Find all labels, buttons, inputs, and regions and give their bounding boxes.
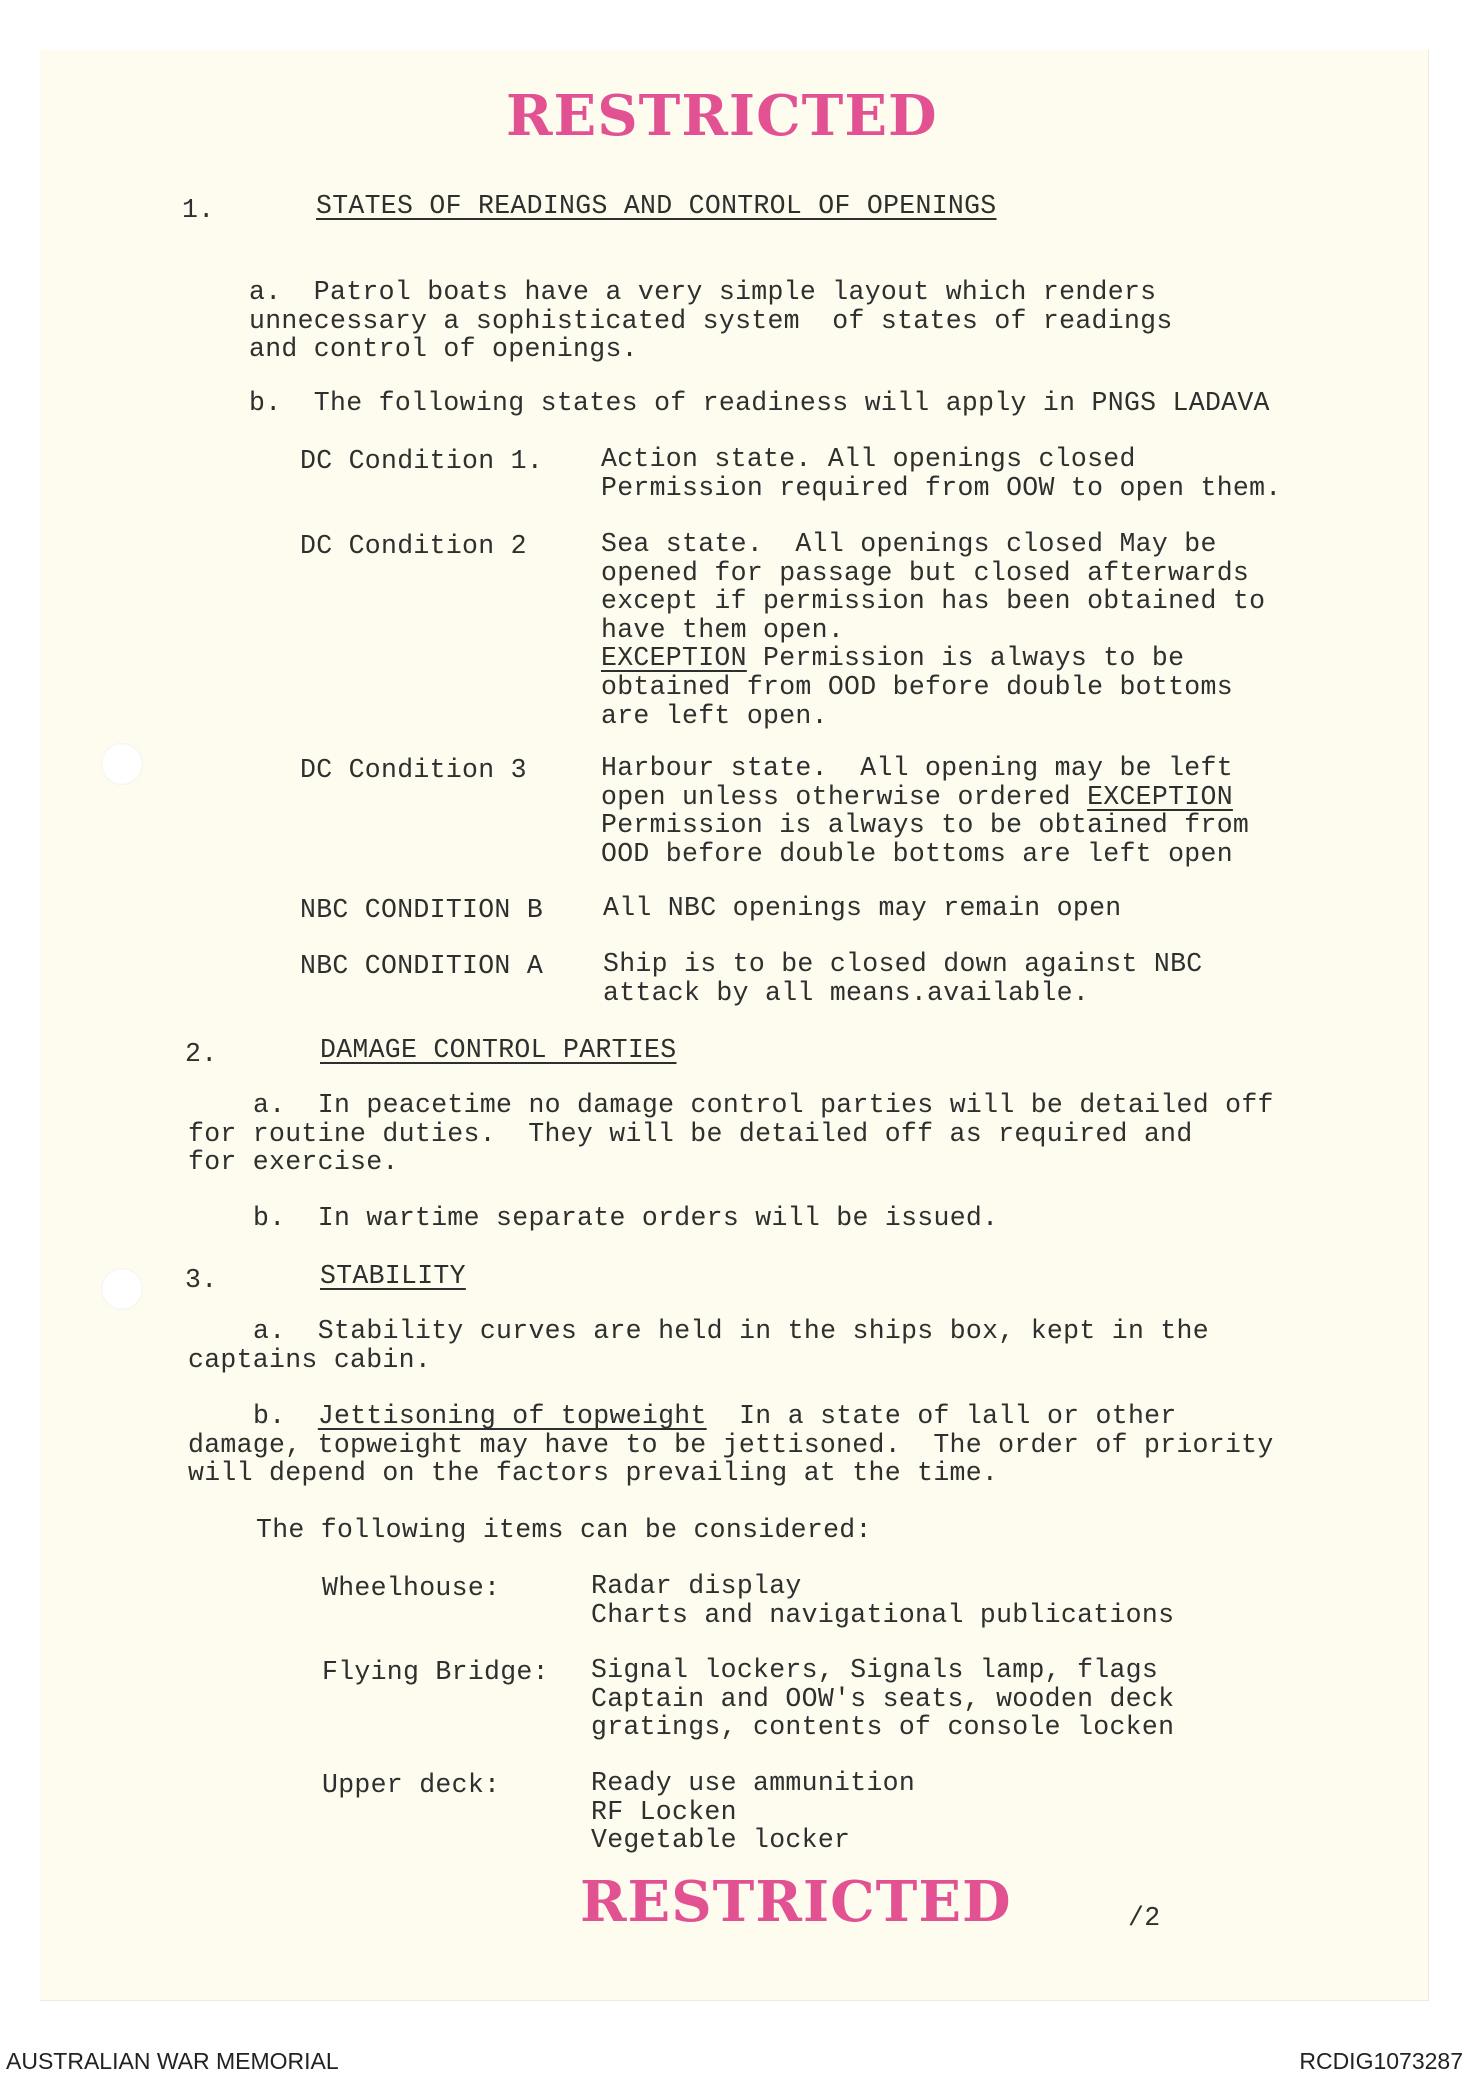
s3-para-a-line: a. Stability curves are held in the ships box, kept in the <box>253 1316 1209 1346</box>
s2-para-a-line: a. In peacetime no damage control parties will be detailed off <box>253 1090 1274 1120</box>
s2-para-a-line: for routine duties. They will be detailed off as required and <box>188 1118 1193 1149</box>
restricted-stamp-bottom: RESTRICTED <box>580 1869 1012 1935</box>
page-continuation: /2 <box>1128 1903 1161 1933</box>
s1-para-a-line: unnecessary a sophisticated system of states of readings <box>249 305 1173 336</box>
s3-para-b-text: In a state of lall or other <box>706 1401 1177 1431</box>
upper-deck-item: Ready use ammunition <box>591 1768 916 1798</box>
dc-condition-2-label: DC Condition 2 <box>300 531 527 561</box>
dc-condition-1-label: DC Condition 1. <box>300 446 544 476</box>
s2-para-a-line: for exercise. <box>188 1147 399 1178</box>
footer-record-id: RCDIG1073287 <box>1299 2048 1463 2074</box>
section-3-heading: STABILITY <box>320 1261 466 1291</box>
s3-para-b-line: damage, topweight may have to be jettisoned. The order of priority <box>188 1429 1274 1460</box>
s1-para-b: b. The following states of readiness will apply in PNGS LADAVA <box>249 388 1270 418</box>
jettisoning-heading: Jettisoning of topweight <box>317 1401 707 1431</box>
exception-label: EXCEPTION <box>1087 781 1233 812</box>
dc-condition-3-text: OOD before double bottoms are left open <box>601 838 1233 869</box>
dc-condition-3-text: Harbour state. All opening may be left <box>601 753 1233 783</box>
dc-condition-1-text: Permission required from OOW to open them. <box>601 472 1282 503</box>
dc-condition-1-text: Action state. All openings closed <box>601 444 1136 474</box>
nbc-condition-b-text: All NBC openings may remain open <box>603 893 1122 923</box>
flying-bridge-item: gratings, contents of console locken <box>591 1712 1175 1743</box>
s3-para-b-line <box>253 1402 1177 1431</box>
s3-para-b-line: will depend on the factors prevailing at the time. <box>188 1458 999 1489</box>
nbc-condition-a-text: Ship is to be closed down against NBC <box>603 949 1203 979</box>
dc-condition-2-text: Sea state. All openings closed May be <box>601 529 1217 559</box>
flying-bridge-item: Captain and OOW's seats, wooden deck <box>591 1683 1175 1714</box>
s3-para-b-prefix: b. <box>253 1401 318 1431</box>
dc-condition-3-text: Permission is always to be obtained from <box>601 810 1250 841</box>
section-3-number: 3. <box>185 1265 218 1295</box>
section-1-heading: STATES OF READINGS AND CONTROL OF OPENINGS <box>316 191 997 221</box>
nbc-condition-a-label: NBC CONDITION A <box>300 951 544 981</box>
dc-condition-2-exception-line <box>601 644 1184 673</box>
nbc-condition-a-text: attack by all means.available. <box>603 977 1090 1008</box>
dc-condition-3-exception-line <box>601 783 1233 812</box>
flying-bridge-label: Flying Bridge: <box>322 1657 549 1687</box>
section-2-heading: DAMAGE CONTROL PARTIES <box>320 1035 677 1065</box>
exception-text: Permission is always to be <box>746 643 1185 674</box>
wheelhouse-item: Radar display <box>591 1571 802 1601</box>
dc-condition-2-text: are left open. <box>601 700 828 731</box>
s2-para-b: b. In wartime separate orders will be issued. <box>253 1203 999 1233</box>
upper-deck-item: RF Locken <box>591 1796 737 1827</box>
section-2-number: 2. <box>185 1039 218 1069</box>
upper-deck-label: Upper deck: <box>322 1770 501 1800</box>
exception-label: EXCEPTION <box>601 643 747 674</box>
nbc-condition-b-label: NBC CONDITION B <box>300 895 544 925</box>
dc-condition-3-label: DC Condition 3 <box>300 755 527 785</box>
dc-condition-3-text: open unless otherwise ordered <box>601 781 1088 812</box>
punch-hole <box>101 743 143 785</box>
footer-archive-name: AUSTRALIAN WAR MEMORIAL <box>6 2048 339 2074</box>
dc-condition-2-text: have them open. <box>601 614 845 645</box>
dc-condition-2-text: obtained from OOD before double bottoms <box>601 672 1233 702</box>
wheelhouse-item: Charts and navigational publications <box>591 1599 1175 1630</box>
s1-para-a-line: a. Patrol boats have a very simple layout which renders <box>249 277 1157 307</box>
flying-bridge-item: Signal lockers, Signals lamp, flags <box>591 1655 1159 1685</box>
section-1-number: 1. <box>182 195 215 225</box>
restricted-stamp-top: RESTRICTED <box>506 83 938 149</box>
s3-para-a-line: captains cabin. <box>188 1345 432 1375</box>
items-intro: The following items can be considered: <box>256 1515 872 1545</box>
punch-hole <box>101 1268 143 1310</box>
upper-deck-item: Vegetable locker <box>591 1825 851 1856</box>
dc-condition-2-text: except if permission has been obtained to <box>601 586 1266 617</box>
wheelhouse-label: Wheelhouse: <box>322 1573 501 1603</box>
dc-condition-2-text: opened for passage but closed afterwards <box>601 557 1250 588</box>
s1-para-a-line: and control of openings. <box>249 334 638 365</box>
